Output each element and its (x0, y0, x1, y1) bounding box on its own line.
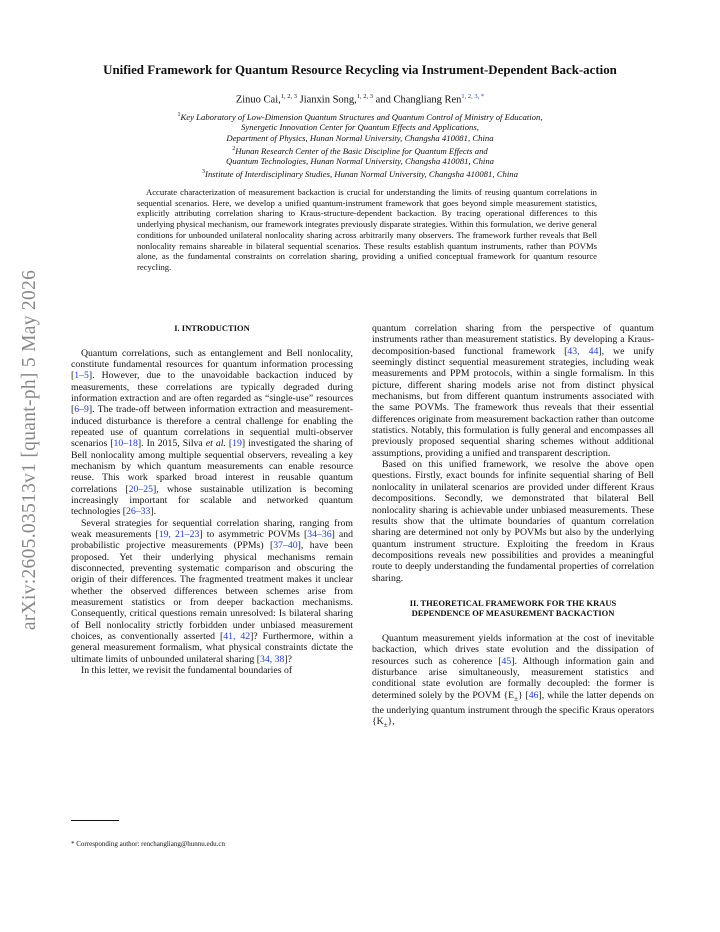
citation-link[interactable]: 43, 44 (567, 345, 599, 357)
affiliation-line: Department of Physics, Hunan Normal University, Changsha 410081, China (226, 133, 494, 144)
affiliations (60, 110, 660, 179)
citation-link[interactable]: 37–40 (273, 540, 298, 552)
affiliation-line: $^3$Institute of Interdisciplinary Studies, Hunan Normal University, Changsha 410081, China (202, 168, 518, 179)
right-column (372, 323, 654, 732)
paragraph: In this letter, we revisit the fundamental boundaries of (81, 665, 293, 677)
affiliation-line: Quantum Technologies, Hunan Normal University, Changsha 410081, China (225, 156, 495, 167)
section-heading: I. INTRODUCTION (174, 323, 250, 333)
author-name: Jianxin Song, (299, 94, 357, 106)
arxiv-stamp-text: arXiv:2605.03513v1 [quant-ph] 5 May 2026 (19, 269, 40, 631)
citation-link[interactable]: 10–18 (113, 438, 138, 450)
citation-link[interactable]: 34, 38 (260, 653, 285, 665)
author-name: and Changliang Ren (375, 94, 462, 106)
left-column (71, 323, 353, 676)
citation-link[interactable]: 19, 21–23 (158, 529, 200, 540)
citation-link[interactable]: 20–25 (128, 483, 153, 495)
arxiv-stamp (10, 230, 50, 670)
affiliation-line: $^2$Hunan Research Center of the Basic Discipline for Quantum Effects and (232, 145, 488, 156)
affiliation-line: $^1$Key Laboratory of Low-Dimension Quantum Structures and Quantum Control of Ministry of Education, (177, 111, 543, 122)
paragraph: Quantum correlations, such as entanglement and Bell nonlocality, constitute fundamental resources for quantum information processing [1–5]. However, due to the unavoidable backaction induced by measurements, these correlations are typically degraded during information extraction and are often regarded as “single-use” resources [6–9]. The trade-off between information extraction and measurement-induced disturbance is therefore a central challenge for enabling the repeated use of quantum correlations in sequential multi-observer scenarios [10–18]. In 2015, Silva et al. [19] investigated the sharing of Bell nonlocality among multiple sequential observers, revealing a key mechanism by which quantum measurements can enable resource reuse. This work sparked broad interest in reusable quantum correlations [20–25], whose sustainable utilization is becoming increasingly important for scalable and networked quantum technologies [26–33]. (71, 347, 353, 518)
author-affiliation-marker: 1, 2, 3 (280, 93, 297, 100)
author-list (60, 93, 660, 106)
citation-link[interactable]: 26–33 (125, 506, 151, 518)
author-name: Zinuo Cai, (235, 94, 281, 106)
citation-link[interactable]: 19 (232, 438, 242, 450)
citation-link[interactable]: 6–9 (74, 404, 89, 416)
affiliation-line: Synergetic Innovation Center for Quantum Effects and Applications, (241, 122, 479, 133)
paper-title: Unified Framework for Quantum Resource Recycling via Instrument-Dependent Back-action (103, 63, 617, 77)
footnote: * Corresponding author: renchangliang@hunnu.edu.cn (71, 840, 225, 848)
paragraph: Based on this unified framework, we resolve the above open questions. Firstly, exact bounds for infinite sequential sharing of Bell nonlocality in unilateral scenarios are provided under different Kraus decompositions. Secondly, we demonstrated that bilateral Bell nonlocality sharing is achievable under unbiased measurements. These results show that the ultimate boundaries of quantum correlation sharing are determined not only by POVMs but also by the underlying quantum instrument structure. Exploiting the freedom in Kraus decompositions reveals new possibilities and provides a meaningful route to deeply understanding the fundamental properties of correlation sharing. (372, 459, 654, 584)
citation-link[interactable]: 41, 42 (223, 631, 251, 643)
author-affiliation-marker[interactable]: 1, 2, 3, * (461, 93, 485, 100)
citation-link[interactable]: 45 (501, 655, 512, 667)
paragraph: Quantum measurement yields information at the cost of inevitable backaction, which drives state evolution and the dissipation of resources such as coherence [45]. Although information gain and disturbance arise simultaneously, measurement statistics and conditional state evolution are formally decoupled: the former is determined solely by the POVM $\{E_\pm\}$ [46], while the latter depends on the underlying quantum instrument through the specific Kraus operators $\{K_\pm\}$, (372, 632, 654, 730)
paragraph-continued: quantum correlation sharing from the perspective of quantum instruments rather than measurement statistics. By developing a Kraus-decomposition-based functional framework [43, 44], we unify seemingly distinct sequential measurement strategies, including weak measurements and PPM protocols, within a single formalism. In this picture, different sharing models arise not from distinct physical mechanisms, but from different quantum instruments associated with the same POVMs. The framework thus reveals that their essential differences originate from measurement backaction rather than outcome statistics. Notably, this formulation is fully general and encompasses all previously proposed sequential sharing schemes without additional assumptions, providing a unified and transparent description. (372, 323, 655, 459)
paragraph: Several strategies for sequential correlation sharing, ranging from weak measurements [19, 21–23] to asymmetric POVMs [34–36] and probabilistic projective measurements (PPMs) [37–40], have been proposed. Yet their underlying physical mechanisms remain disconnected, preventing systematic comparison and obscuring the origin of their differences. The fragmented treatment makes it unclear whether the observed differences between schemes arise from measurement statistics or from deeper backaction mechanisms. Consequently, critical questions remain unresolved: Is bilateral sharing of Bell nonlocality strictly forbidden under unbiased measurement choices, as conventionally asserted [41, 42]? Furthermore, within a general measurement formalism, what physical constraints dictate the ultimate limits of unbounded unilateral sharing [34, 38]? (71, 517, 354, 665)
author-affiliation-marker: 1, 2, 3 (356, 93, 374, 100)
citation-link[interactable]: 34–36 (307, 529, 332, 540)
abstract: Accurate characterization of measurement backaction is crucial for understanding the limits of reusing quantum correlations in sequential scenarios. Here, we develop a unified quantum-instrument framework that goes beyond simple measurement statistics, explicitly attributing correlation sharing to Kraus-structure-dependent backaction. By tracing operational differences to this underlying physical mechanism, our framework integrates previously disparate strategies. Within this formulation, we derive general conditions for unbounded unilateral nonlocality sharing across arbitrarily many observers. The framework further reveals that Bell nonlocality remains shareable in bilateral sequential scenarios. These results establish quantum instruments, rather than POVMs alone, as the fundamental constraints on correlation sharing, providing a unified conceptual framework for quantum resource recycling. (137, 187, 597, 272)
citation-link[interactable]: 1–5 (74, 370, 89, 382)
citation-link[interactable]: 46 (528, 689, 539, 701)
footnote-rule (71, 820, 119, 821)
section-heading: II. THEORETICAL FRAMEWORK FOR THE KRAUS DEPENDENCE OF MEASUREMENT BACKACTION (409, 597, 617, 619)
